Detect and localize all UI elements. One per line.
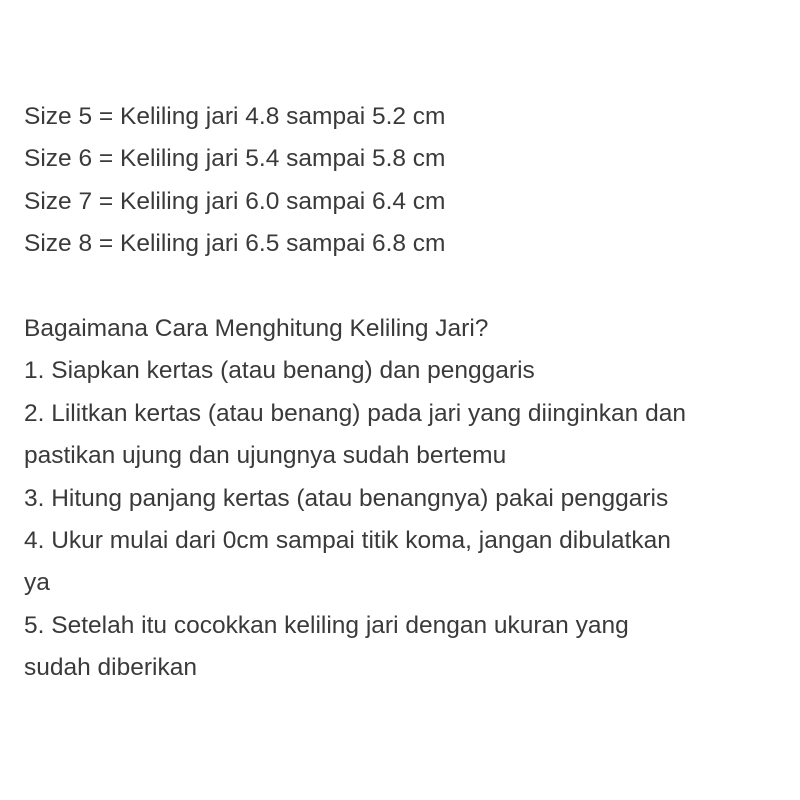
size-guide-document <box>24 96 784 690</box>
size-line-6: Size 6 = Keliling jari 5.4 sampai 5.8 cm <box>24 145 446 173</box>
size-line-7: Size 7 = Keliling jari 6.0 sampai 6.4 cm <box>24 187 446 215</box>
guide-step-4: 4. Ukur mulai dari 0cm sampai titik koma, jangan dibulatkan <box>24 527 671 555</box>
guide-step-4-continued: ya <box>24 569 50 597</box>
guide-step-5-continued: sudah diberikan <box>24 654 197 682</box>
size-list <box>24 96 784 266</box>
measure-guide <box>24 308 784 690</box>
guide-step-2-continued: pastikan ujung dan ujungnya sudah bertemu <box>24 442 507 470</box>
guide-step-5: 5. Setelah itu cocokkan keliling jari dengan ukuran yang <box>24 611 629 639</box>
size-line-5: Size 5 = Keliling jari 4.8 sampai 5.2 cm <box>24 103 446 130</box>
guide-step-2: 2. Lilitkan kertas (atau benang) pada jari yang diinginkan dan <box>24 399 686 427</box>
guide-heading: Bagaimana Cara Menghitung Keliling Jari? <box>24 315 489 343</box>
section-spacer <box>24 266 784 308</box>
guide-step-1: 1. Siapkan kertas (atau benang) dan penggaris <box>24 357 535 385</box>
guide-step-3: 3. Hitung panjang kertas (atau benangnya) pakai penggaris <box>24 484 669 512</box>
size-line-8: Size 8 = Keliling jari 6.5 sampai 6.8 cm <box>24 230 446 258</box>
